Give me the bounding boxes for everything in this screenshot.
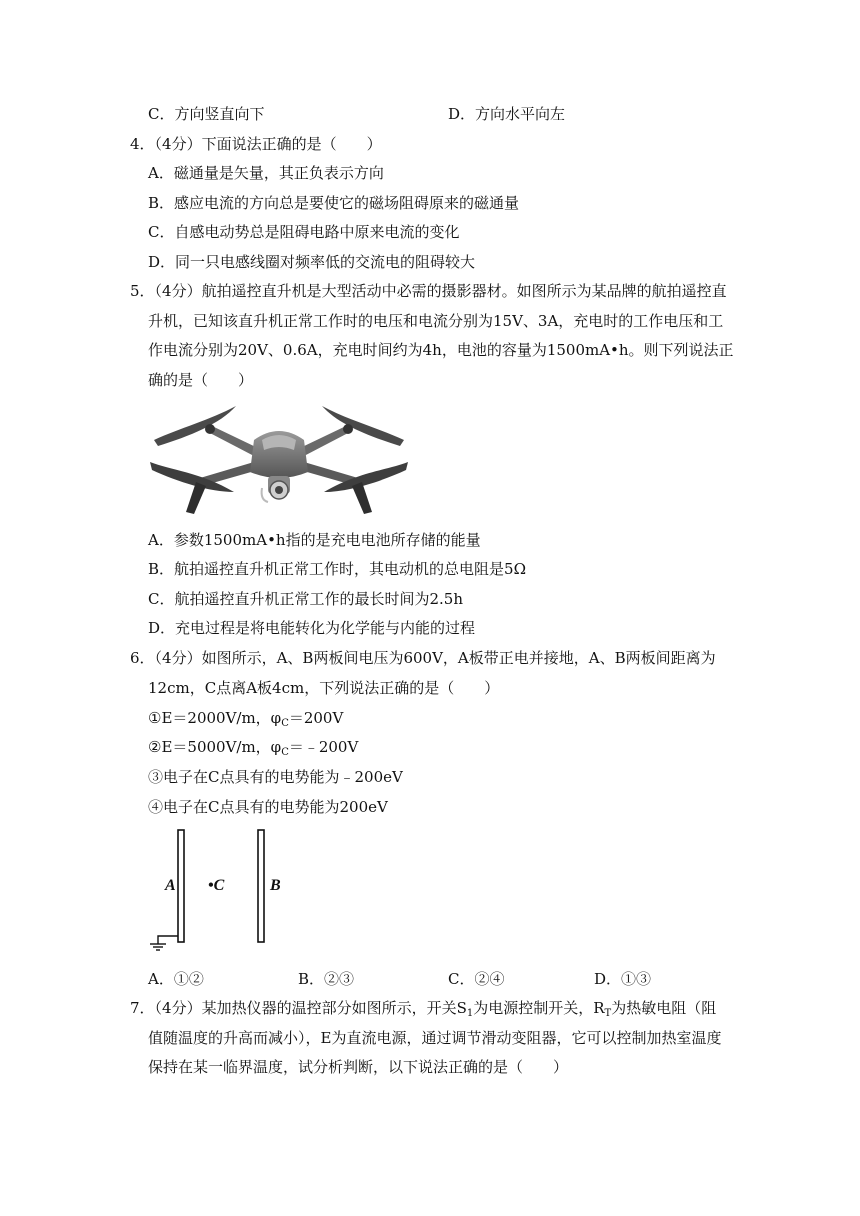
- label-c: •C: [208, 877, 225, 894]
- q4-option-b: B．感应电流的方向总是要使它的磁场阻碍原来的磁通量: [148, 194, 520, 212]
- q3-option-c: C．方向竖直向下: [148, 105, 265, 123]
- q4-option-d: D．同一只电感线圈对频率低的交流电的阻碍较大: [148, 253, 476, 271]
- q5-option-a: A．参数1500mA•h指的是充电电池所存储的能量: [148, 531, 481, 549]
- q6-statement-2: ②E＝5000V/m，$\varphi_C=﹣200V$: [148, 738, 359, 758]
- drone-image: [150, 400, 408, 516]
- q6-option-b: B．②③: [298, 970, 355, 988]
- q6-option-a: A．①②: [148, 970, 204, 988]
- q4-option-a: A．磁通量是矢量，其正负表示方向: [148, 164, 384, 182]
- q7-stem-line-2: 值随温度的升高而减小），E为直流电源，通过调节滑动变阻器，它可以控制加热室温度: [148, 1029, 722, 1047]
- q5-option-c: C．航拍遥控直升机正常工作的最长时间为2.5h: [148, 590, 463, 608]
- q4-stem: 4．（4分）下面说法正确的是（ ）: [130, 135, 382, 153]
- q3-option-d: D．方向水平向左: [448, 105, 566, 123]
- q5-option-b: B．航拍遥控直升机正常工作时，其电动机的总电阻是5Ω: [148, 560, 527, 578]
- q6-stem-line-1: 6．（4分）如图所示，A、B两板间电压为600V，A板带正电并接地，A、B两板间距离为: [130, 649, 716, 667]
- label-a: A: [165, 877, 176, 894]
- q6-statement-4: ④电子在C点具有的电势能为200eV: [148, 798, 388, 816]
- q6-option-c: C．②④: [448, 970, 505, 988]
- q4-option-c: C．自感电动势总是阻碍电路中原来电流的变化: [148, 223, 460, 241]
- q5-option-d: D．充电过程是将电能转化为化学能与内能的过程: [148, 619, 476, 637]
- q5-stem-line-2: 升机，已知该直升机正常工作时的电压和电流分别为15V、3A，充电时的工作电压和工: [148, 312, 724, 330]
- q6-statement-1: ①E＝2000V/m，$\varphi_C=200V$: [148, 709, 344, 729]
- capacitor-plates-figure: [148, 826, 308, 956]
- q5-stem-line-1: 5．（4分）航拍遥控直升机是大型活动中必需的摄影器材。如图所示为某品牌的航拍遥控直: [130, 282, 727, 300]
- q6-statement-3: ③电子在C点具有的电势能为﹣200eV: [148, 768, 403, 786]
- plate-a: [178, 830, 184, 942]
- q5-stem-line-4: 确的是（ ）: [148, 371, 254, 389]
- q7-stem-line-3: 保持在某一临界温度，试分析判断，以下说法正确的是（ ）: [148, 1058, 569, 1076]
- q7-stem-line-1: 7．（4分）某加热仪器的温控部分如图所示，开关$S_1$为电源控制开关，$R_T$为热敏电阻（阻: [130, 999, 717, 1019]
- plate-b: [258, 830, 264, 942]
- q6-stem-line-2: 12cm，C点离A板4cm，下列说法正确的是（ ）: [148, 679, 500, 697]
- q6-option-d: D．①③: [594, 970, 652, 988]
- label-b: B: [270, 877, 281, 894]
- q5-stem-line-3: 作电流分别为20V、0.6A，充电时间约为4h，电池的容量为1500mA•h。则下列说法正: [148, 341, 734, 359]
